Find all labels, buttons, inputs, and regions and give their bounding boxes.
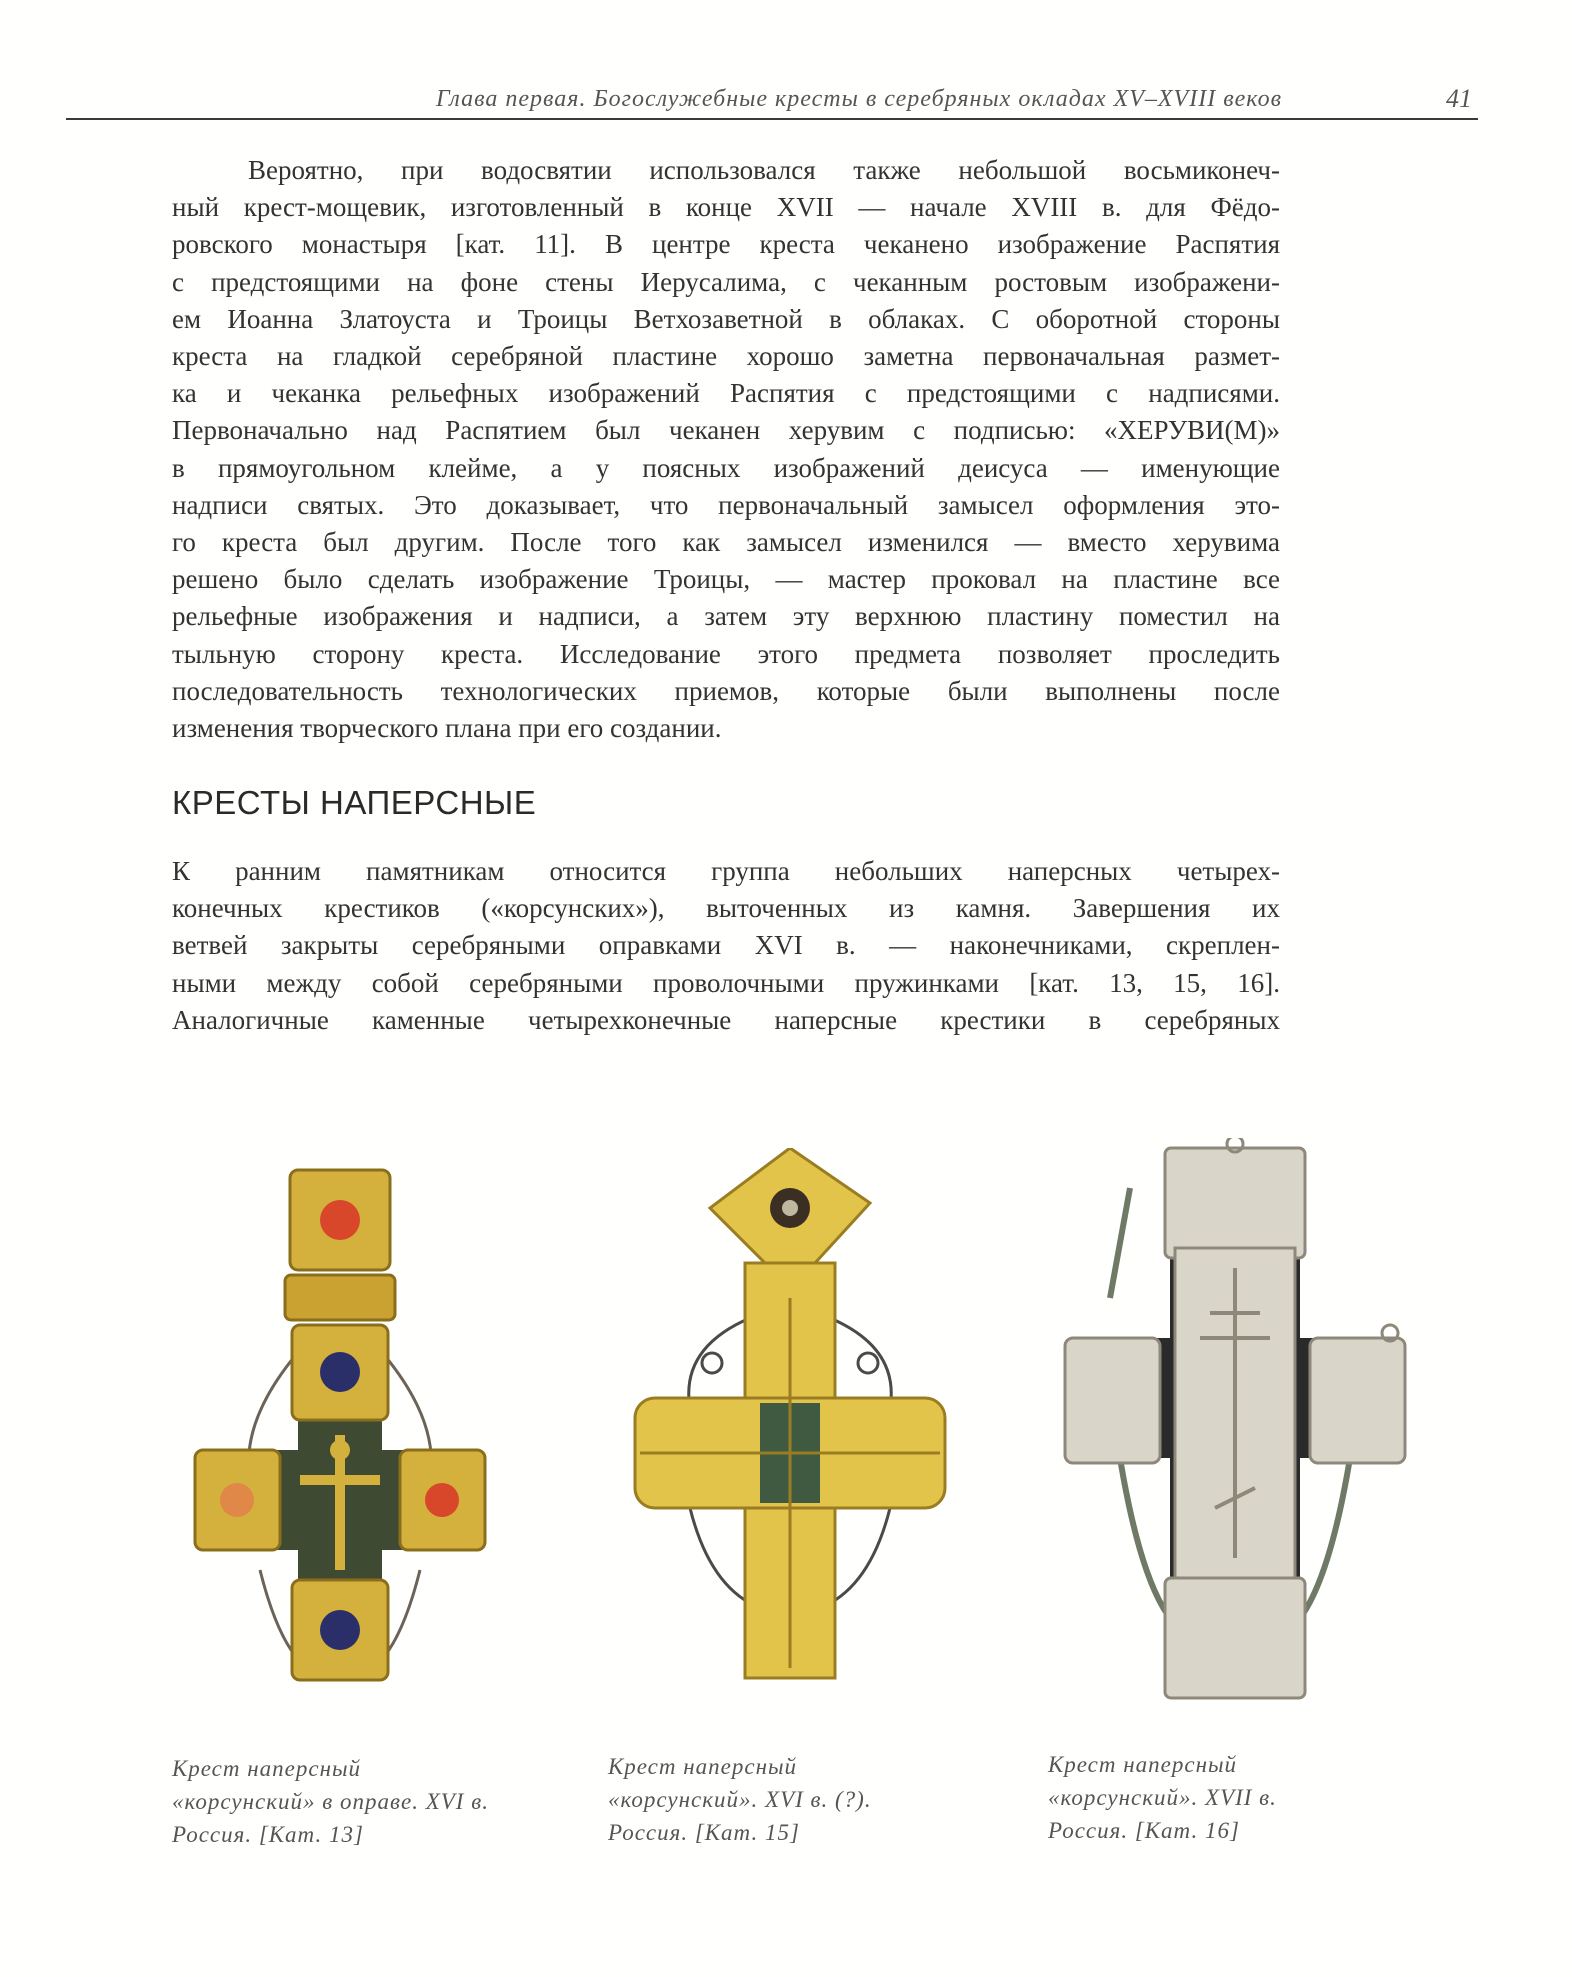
paragraph-pectoral-crosses (172, 853, 1280, 1039)
text-line: надписи святых. Это доказывает, что первоначальный замысел оформления это- (172, 489, 1280, 520)
chapter-title: Глава первая. Богослужебные кресты в серебряных окладах XV–XVIII веков (436, 86, 1282, 112)
text-line: ем Иоанна Златоуста и Троицы Ветхозаветной в облаках. С оборотной стороны (172, 303, 1280, 334)
text-line: ными между собой серебряными проволочными пружинками [кат. 13, 15, 16]. (172, 967, 1280, 998)
text-line: ветвей закрыты серебряными оправками XVI в. — наконечниками, скреплен- (172, 930, 1280, 961)
caption-line: Россия. [Кат. 15] (608, 1820, 800, 1845)
section-heading: КРЕСТЫ НАПЕРСНЫЕ (172, 784, 537, 821)
figure-cross-cat15 (620, 1148, 960, 1708)
text-line: Первоначально над Распятием был чеканен херувим с подписью: «ХЕРУВИ(М)» (172, 415, 1280, 446)
caption-line: Россия. [Кат. 13] (172, 1822, 364, 1847)
text-line: креста на гладкой серебряной пластине хорошо заметна первоначальная размет- (172, 341, 1280, 372)
caption-line: «корсунский» в оправе. XVI в. (172, 1789, 489, 1814)
text-line: ный крест-мощевик, изготовленный в конце XVII — начале XVIII в. для Фёдо- (172, 192, 1280, 223)
caption-line: Крест наперсный (608, 1754, 798, 1779)
pectoral-cross-gilded-icon (620, 1148, 960, 1708)
text-line: изменения творческого плана при его создании. (172, 713, 722, 744)
text-line: решено было сделать изображение Троицы, — мастер проковал на пластине все (172, 564, 1280, 595)
text-line: конечных крестиков («корсунских»), выточенных из камня. Завершения их (172, 893, 1280, 924)
running-head (66, 82, 1478, 120)
text-line: рельефные изображения и надписи, а затем эту верхнюю пластину поместил на (172, 601, 1280, 632)
caption-line: Россия. [Кат. 16] (1048, 1818, 1240, 1843)
text-line: с предстоящими на фоне стены Иерусалима, с чеканным ростовым изображени- (172, 266, 1280, 297)
text-line: тыльную сторону креста. Исследование этого предмета позволяет проследить (172, 638, 1280, 669)
text-line: ка и чеканка рельефных изображений Распятия с предстоящими с надписями. (172, 378, 1280, 409)
text-line: К ранним памятникам относится группа небольших наперсных четырех- (172, 856, 1280, 886)
figure-caption (1048, 1748, 1277, 1847)
pectoral-cross-silver-icon (1050, 1138, 1420, 1718)
figure-caption (172, 1752, 489, 1851)
figure-cross-cat16 (1050, 1138, 1420, 1718)
caption-line: Крест наперсный (1048, 1752, 1238, 1777)
text-line: Аналогичные каменные четырехконечные наперсные крестики в серебряных (172, 1004, 1280, 1035)
text-line: последовательность технологических приемов, которые были выполнены после (172, 675, 1280, 706)
text-line: Вероятно, при водосвятии использовался также небольшой восьмиконеч- (248, 155, 1280, 185)
pectoral-cross-gilded-stones-icon (180, 1150, 500, 1710)
figure-caption (608, 1750, 872, 1849)
caption-line: «корсунский». XVI в. (?). (608, 1787, 872, 1812)
caption-line: «корсунский». XVII в. (1048, 1785, 1277, 1810)
paragraph-watersanctification (172, 152, 1280, 747)
figure-cross-cat13 (180, 1150, 500, 1710)
page-number: 41 (1446, 84, 1472, 113)
caption-line: Крест наперсный (172, 1756, 362, 1781)
text-line: в прямоугольном клейме, а у поясных изображений деисуса — именующие (172, 452, 1280, 483)
text-line: го креста был другим. После того как замысел изменился — вместо херувима (172, 527, 1280, 558)
text-line: ровского монастыря [кат. 11]. В центре креста чеканено изображение Распятия (172, 229, 1280, 260)
